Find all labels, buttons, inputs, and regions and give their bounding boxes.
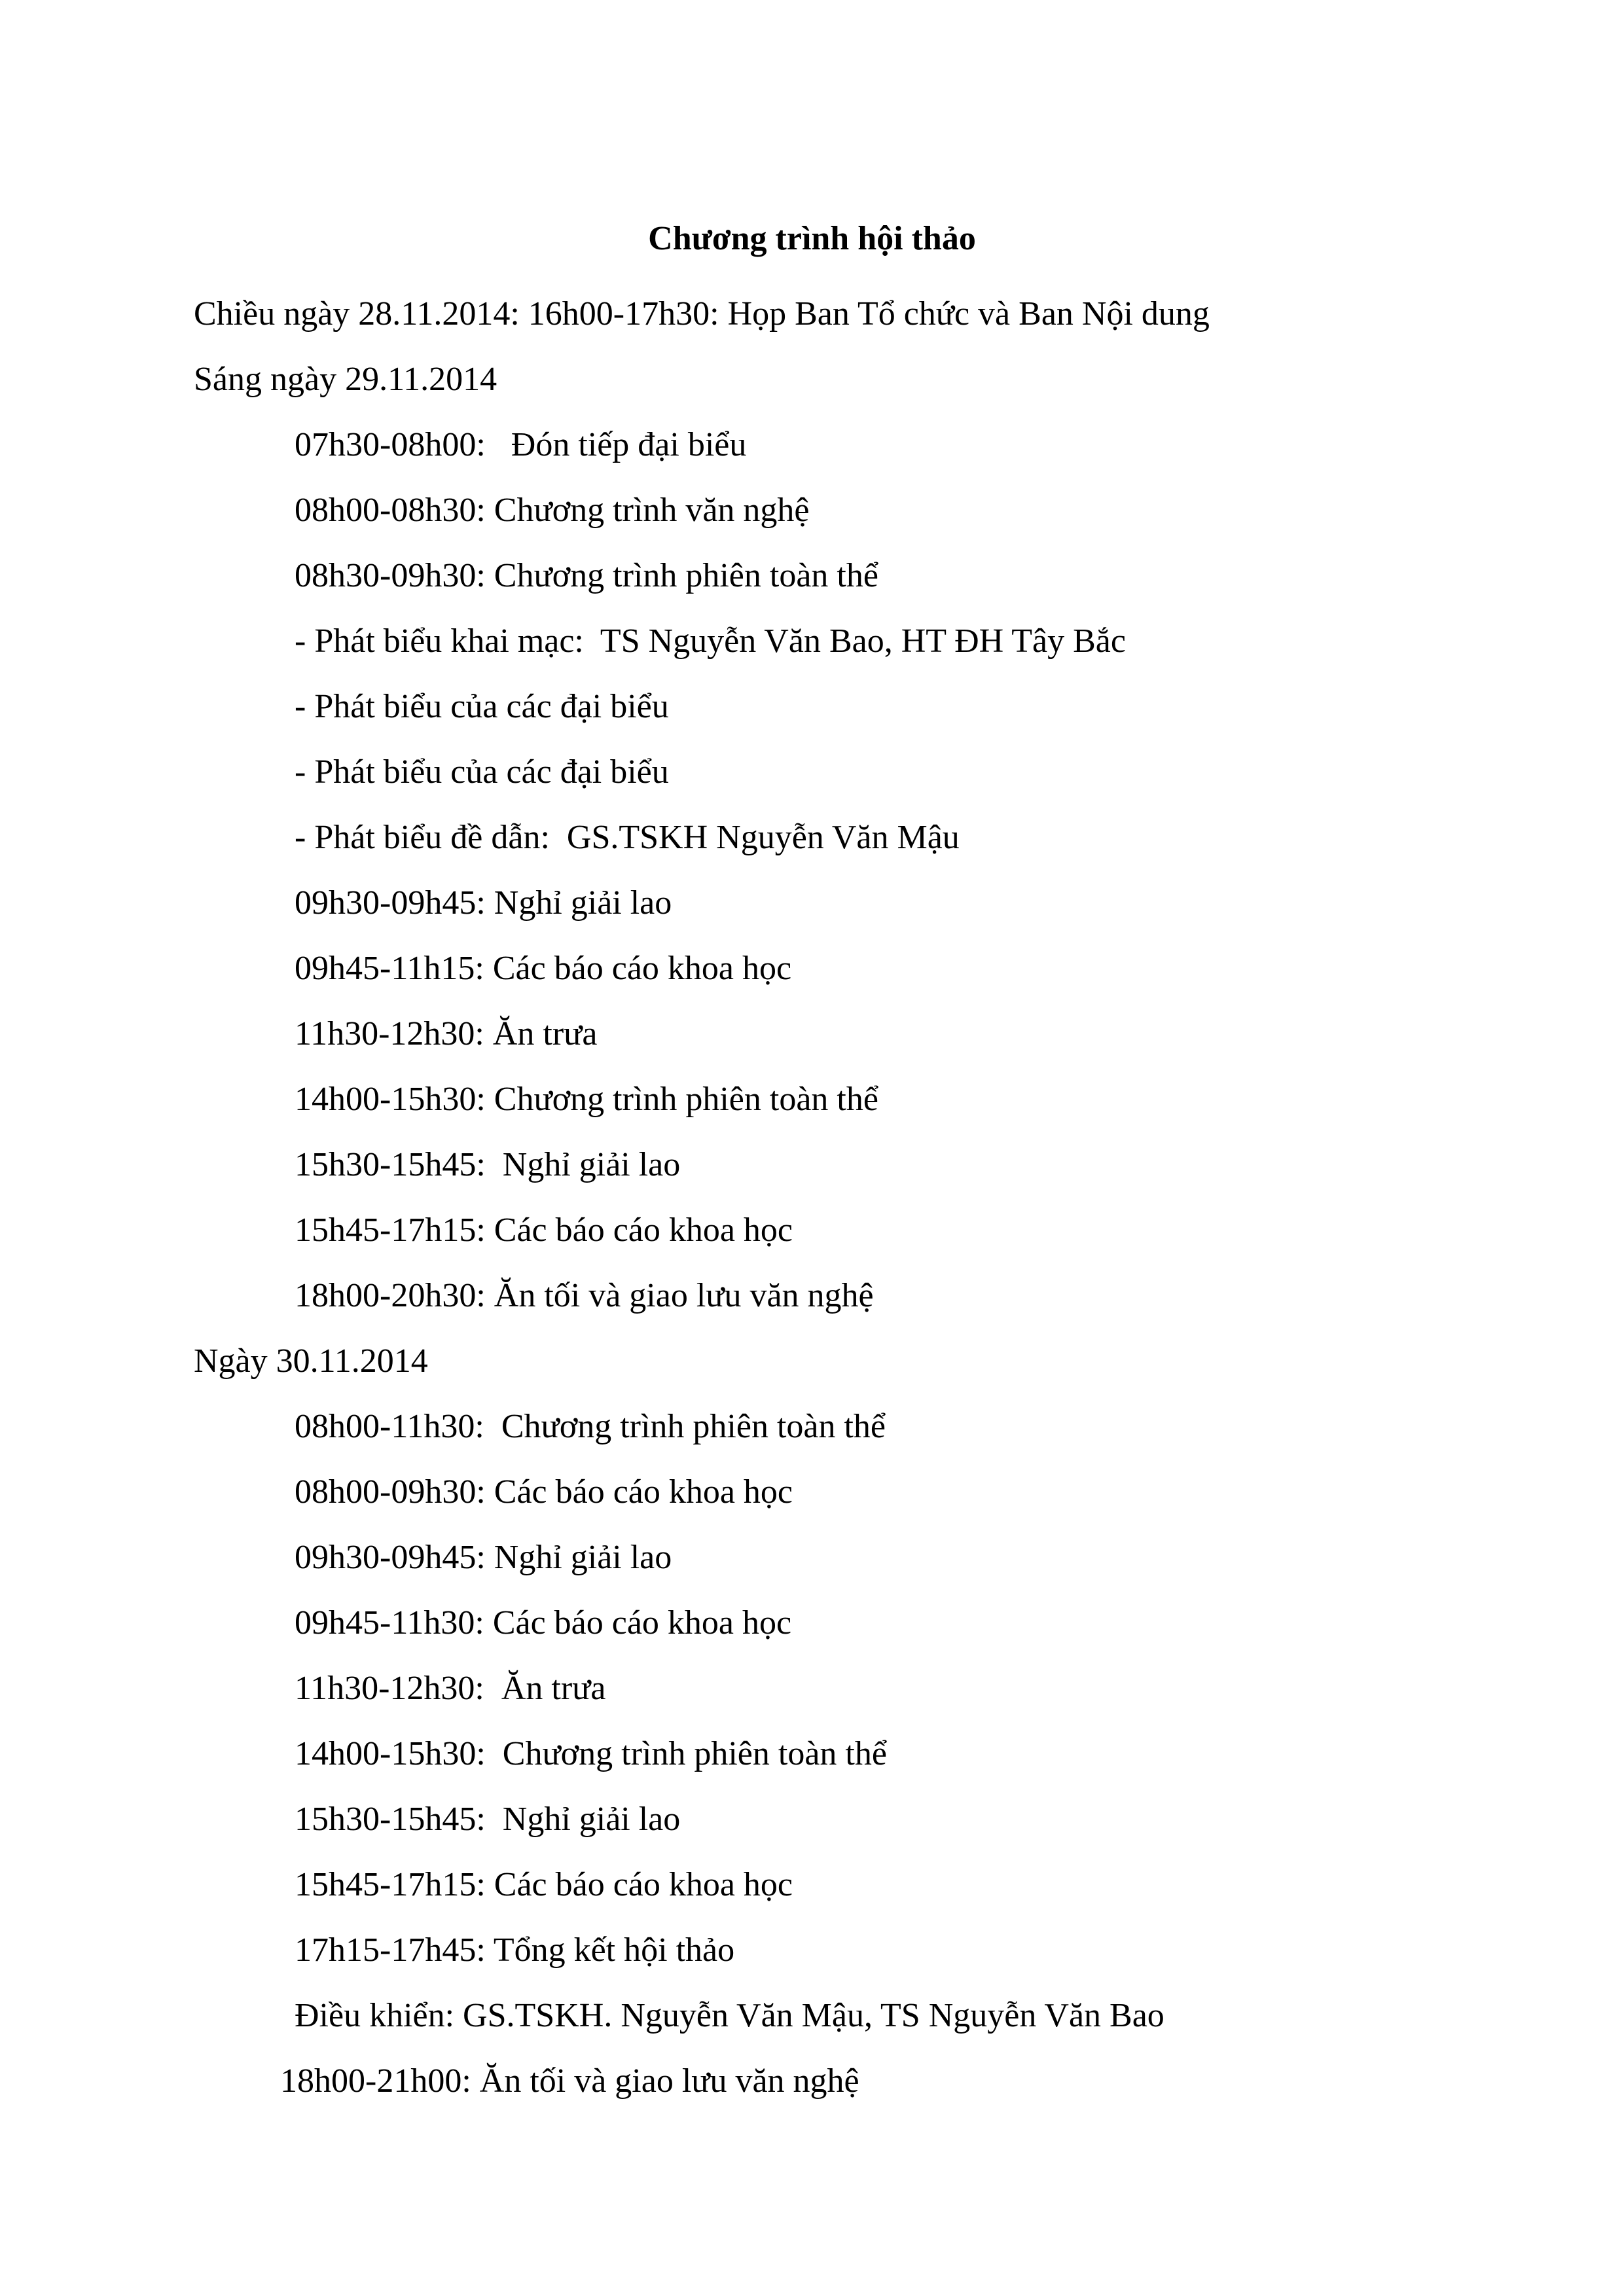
schedule-line: 17h15-17h45: Tổng kết hội thảo <box>295 1931 735 1969</box>
schedule-line: 15h30-15h45: Nghỉ giải lao <box>295 1801 681 1838</box>
schedule-line-day-header: Sáng ngày 29.11.2014 <box>194 361 497 398</box>
schedule-line-day-header: Ngày 30.11.2014 <box>194 1342 428 1380</box>
schedule-line: 08h00-09h30: Các báo cáo khoa học <box>295 1473 793 1511</box>
schedule-line: 15h30-15h45: Nghỉ giải lao <box>295 1146 681 1183</box>
schedule-line: 14h00-15h30: Chương trình phiên toàn thể <box>295 1081 878 1118</box>
schedule-line: 08h00-11h30: Chương trình phiên toàn thể <box>295 1408 886 1445</box>
schedule-line: 11h30-12h30: Ăn trưa <box>295 1015 598 1052</box>
schedule-line: 09h45-11h30: Các báo cáo khoa học <box>295 1604 792 1641</box>
schedule-line: 15h45-17h15: Các báo cáo khoa học <box>295 1211 793 1249</box>
schedule-line: 07h30-08h00: Đón tiếp đại biểu <box>295 426 747 463</box>
schedule-line: 18h00-21h00: Ăn tối và giao lưu văn nghệ <box>280 2062 859 2100</box>
schedule-line: 09h30-09h45: Nghỉ giải lao <box>295 1539 672 1576</box>
schedule-line: 08h00-08h30: Chương trình văn nghệ <box>295 492 810 529</box>
schedule-line-day-header: Chiều ngày 28.11.2014: 16h00-17h30: Họp Ban Tổ chức và Ban Nội dung <box>194 295 1210 332</box>
schedule-line: 15h45-17h15: Các báo cáo khoa học <box>295 1866 793 1903</box>
schedule-line: 08h30-09h30: Chương trình phiên toàn thể <box>295 557 878 594</box>
schedule-line: - Phát biểu đề dẫn: GS.TSKH Nguyễn Văn Mậu <box>295 819 960 856</box>
schedule-line: 11h30-12h30: Ăn trưa <box>295 1670 606 1707</box>
schedule-line: Điều khiển: GS.TSKH. Nguyễn Văn Mậu, TS Nguyễn Văn Bao <box>295 1997 1164 2034</box>
schedule-line: - Phát biểu của các đại biểu <box>295 688 669 725</box>
schedule-line: - Phát biểu khai mạc: TS Nguyễn Văn Bao, HT ĐH Tây Bắc <box>295 622 1126 660</box>
schedule-line: 14h00-15h30: Chương trình phiên toàn thể <box>295 1735 887 1772</box>
document-title: Chương trình hội thảo <box>648 220 976 257</box>
schedule-line: - Phát biểu của các đại biểu <box>295 753 669 791</box>
schedule-list <box>0 281 1624 2114</box>
schedule-line: 09h45-11h15: Các báo cáo khoa học <box>295 950 792 987</box>
schedule-line: 18h00-20h30: Ăn tối và giao lưu văn nghệ <box>295 1277 874 1314</box>
schedule-line: 09h30-09h45: Nghỉ giải lao <box>295 884 672 922</box>
